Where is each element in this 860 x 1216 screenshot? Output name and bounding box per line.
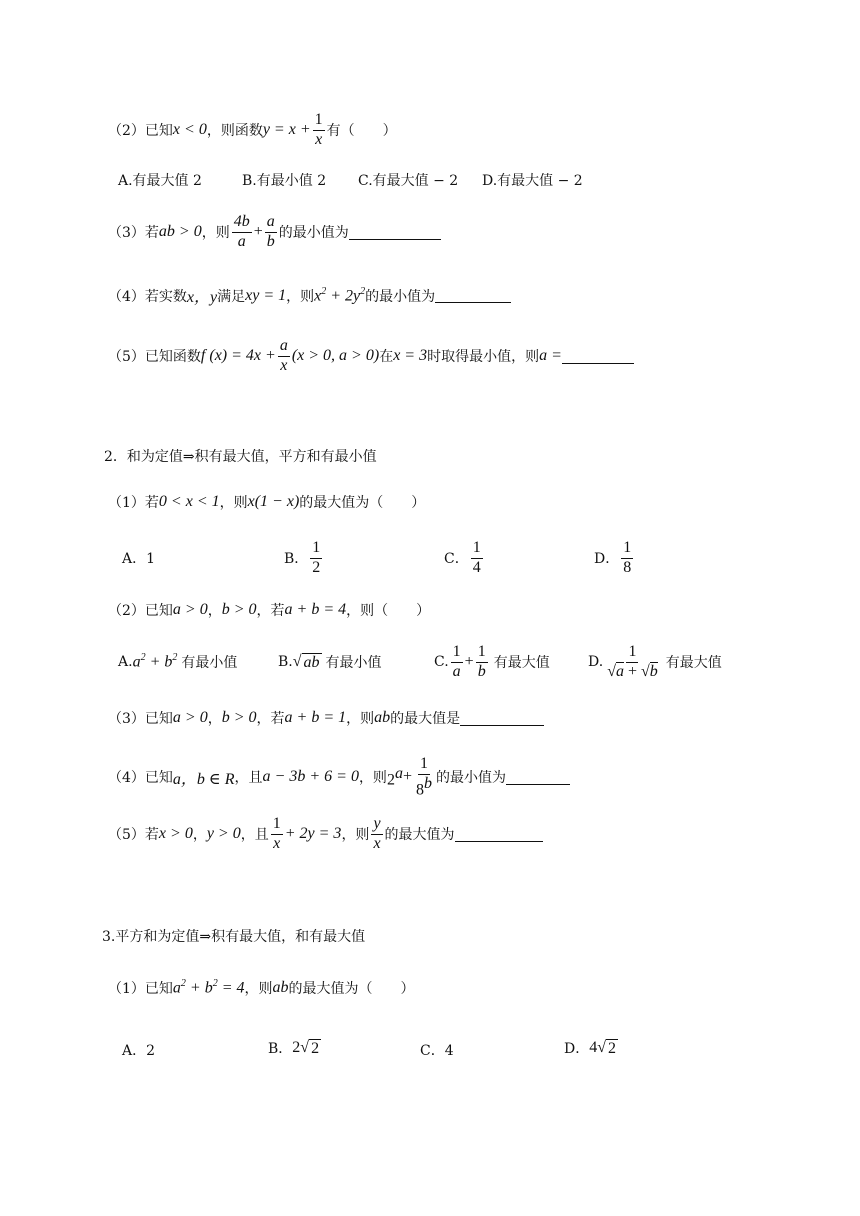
option-d: D． 4 √ 2 bbox=[564, 1038, 617, 1057]
question-3-1: （1）已知 $a^2 + b^2 = 4$ ，则 ab 的最大值为（ ） bbox=[108, 978, 415, 997]
question-label: （2）已知 bbox=[108, 123, 173, 140]
function-expr: f (x) = 4x + bbox=[200, 347, 276, 365]
fraction: $\frac{4b}{a}$ bbox=[233, 213, 250, 250]
text: 满足 bbox=[217, 288, 246, 305]
question-label: （4）已知 bbox=[108, 770, 173, 787]
text: ，则 bbox=[201, 225, 230, 242]
section-2-heading: 2．和为定值⇒积有最大值，平方和有最小值 bbox=[104, 449, 377, 465]
condition: ab > 0 bbox=[158, 223, 202, 241]
option-a: A．2 bbox=[122, 1043, 156, 1059]
question-1-2 bbox=[108, 112, 397, 149]
question-label: （4）若实数 bbox=[108, 288, 187, 305]
text: ，则 bbox=[286, 288, 315, 305]
expression: x(1 − x) bbox=[247, 493, 300, 510]
ask: a = bbox=[539, 347, 562, 365]
text: 时取得最小值，则 bbox=[427, 349, 540, 366]
option-d: D.有最大值 − 2 bbox=[482, 173, 583, 189]
question-1-4 bbox=[108, 284, 511, 307]
function-expr: y = x + bbox=[262, 121, 311, 139]
question-2-3: （3）已知 a > 0 ， b > 0 ，若 a + b = 1 ，则 ab 的最大值是 bbox=[108, 708, 544, 728]
question-label: （2）已知 bbox=[108, 603, 173, 619]
option-a: A. $a^2 + b^2$ 有最小值 bbox=[118, 652, 238, 671]
option-c: C.有最大值 − 2 bbox=[358, 173, 459, 189]
fraction: $\frac{a}{x}$ bbox=[279, 337, 288, 374]
condition: 0 < x < 1 bbox=[158, 493, 220, 510]
variables: x，y bbox=[186, 289, 218, 306]
option-b: B． $\frac{1}{2}$ bbox=[284, 539, 321, 576]
answer-blank bbox=[455, 827, 543, 842]
answer-blank bbox=[435, 288, 511, 303]
plus-sign: + bbox=[253, 223, 263, 241]
point: x = 3 bbox=[393, 347, 428, 365]
question-label: （3）若 bbox=[108, 225, 159, 242]
option-b: B． 2 √ 2 bbox=[268, 1038, 320, 1057]
sqrt-expression: √ ab bbox=[292, 652, 320, 671]
question-label: （1）已知 bbox=[108, 981, 173, 997]
text: ，则 bbox=[219, 495, 248, 511]
question-label: （5）已知函数 bbox=[108, 349, 201, 366]
text: 的最小值为 bbox=[365, 288, 436, 305]
answer-blank bbox=[349, 225, 441, 240]
fraction: $\frac{a}{b}$ bbox=[266, 213, 275, 250]
option-a: A.有最大值 2 bbox=[118, 173, 202, 189]
answer-blank bbox=[460, 711, 544, 726]
question-1-5 bbox=[108, 338, 634, 375]
question-2-1 bbox=[108, 492, 425, 512]
domain-condition: (x > 0, a > 0) bbox=[291, 347, 380, 365]
option-a: A．1 bbox=[122, 551, 156, 567]
text: 在 bbox=[379, 349, 394, 366]
question-1-3 bbox=[108, 214, 441, 251]
condition: x < 0 bbox=[172, 121, 207, 139]
option-b: B. √ ab 有最小值 bbox=[278, 652, 382, 671]
answer-blank bbox=[506, 770, 570, 785]
option-b: B.有最小值 2 bbox=[242, 173, 327, 189]
answer-blank bbox=[562, 349, 634, 364]
option-d: D. $\frac{1}{√a + √b}$ 有最大值 bbox=[588, 643, 722, 680]
text: ，则函数 bbox=[206, 123, 263, 140]
option-d: D． $\frac{1}{8}$ bbox=[594, 539, 632, 576]
expression: $x^2 + 2y^2$ bbox=[314, 285, 366, 305]
text: 有（ ） bbox=[326, 123, 397, 140]
question-2-4: （4）已知 a，b ∈ R ，且 a − 3b + 6 = 0 ，则 2$^a$ + $\frac{1}{8^b}$ 的最小值为 bbox=[108, 756, 570, 799]
option-c: C．4 bbox=[420, 1043, 454, 1059]
option-c: C． $\frac{1}{4}$ bbox=[444, 539, 481, 576]
fraction: $\frac{1}{x}$ bbox=[314, 111, 323, 148]
text: 的最大值为（ ） bbox=[299, 495, 426, 511]
condition: xy = 1 bbox=[245, 286, 287, 304]
question-2-2: （2）已知 a > 0 ， b > 0 ，若 a + b = 4 ，则（ ） bbox=[108, 601, 431, 619]
question-2-5: （5）若 x > 0 ， y > 0 ，且 $\frac{1}{x}$ + 2y = 3 ，则 $\frac{y}{x}$ 的最大值为 bbox=[108, 816, 543, 853]
option-c: C. $\frac{1}{a}$ + $\frac{1}{b}$ 有最大值 bbox=[434, 643, 550, 680]
question-label: （1）若 bbox=[108, 495, 159, 511]
text: 的最小值为 bbox=[278, 225, 349, 242]
section-3-heading: 3.平方和为定值⇒积有最大值，和有最大值 bbox=[102, 929, 366, 945]
question-label: （3）已知 bbox=[108, 711, 173, 727]
question-label: （5）若 bbox=[108, 827, 159, 844]
